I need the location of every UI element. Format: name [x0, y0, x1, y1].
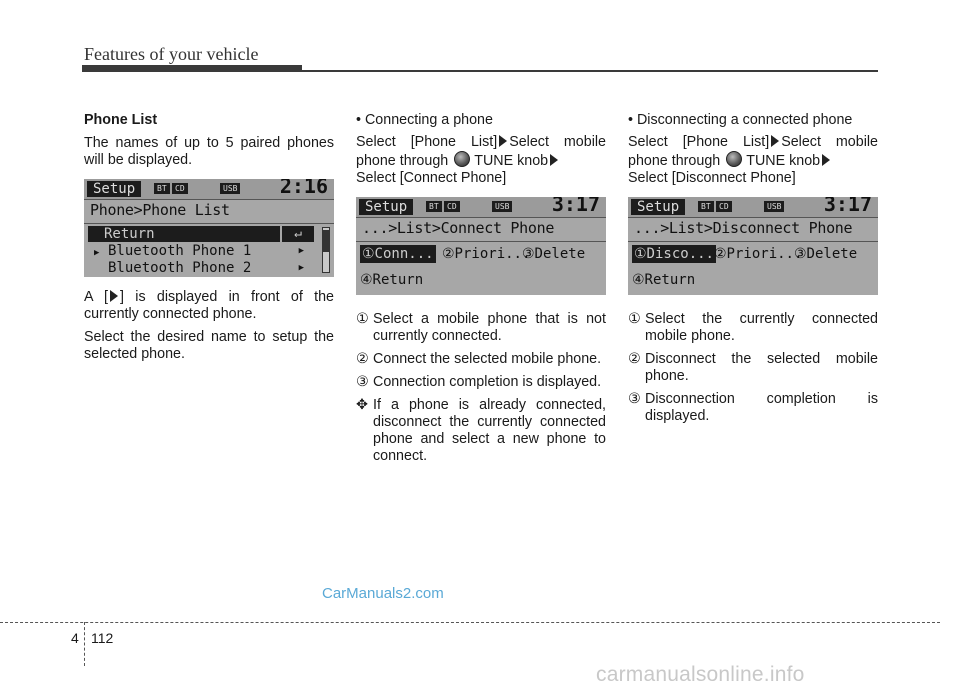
footer-divider [0, 622, 940, 623]
bullet-heading: • Connecting a phone [356, 112, 493, 128]
page-number: 112 [91, 630, 114, 646]
section-heading: Phone List [84, 112, 158, 128]
screen-path: Phone>Phone List [90, 201, 230, 219]
footer-vertical-divider [84, 622, 85, 666]
header-rule-thick [82, 65, 302, 72]
header-rule-thin [300, 70, 878, 72]
arrow-icon [550, 154, 558, 166]
connect-option[interactable]: ①Conn... [362, 246, 434, 262]
watermark-carmanualsonline[interactable]: carmanualsonline.info [596, 663, 805, 686]
usb-icon: USB [764, 201, 784, 212]
chevron-right-icon: ▶ [298, 263, 304, 273]
setup-tag: Setup [631, 199, 685, 215]
list-item[interactable] [94, 260, 304, 276]
list-item[interactable] [94, 243, 304, 261]
delete-option[interactable]: ③Delete [794, 246, 858, 262]
disconnect-option[interactable]: ①Disco... [634, 246, 714, 262]
bluetooth-icon: BT [154, 183, 170, 194]
screen-status-bar [356, 197, 606, 218]
scrollbar-thumb[interactable] [323, 230, 329, 252]
instruction-text: Select [Phone List] Select mobile phone through TUNE knob Select [Connect Phone] [356, 134, 606, 186]
step-1: ① Select a mobile phone that is not currently connected. [356, 311, 606, 344]
column-disconnect-phone [628, 112, 878, 431]
scrollbar[interactable] [322, 227, 330, 273]
step-3: ③ Disconnection completion is displayed. [628, 391, 878, 424]
screen-divider [84, 223, 334, 224]
clock: 3:17 [823, 197, 872, 216]
setup-tag: Setup [359, 199, 413, 215]
chapter-number: 4 [71, 630, 79, 646]
play-marker-icon [110, 290, 118, 302]
step-2: ② Connect the selected mobile phone. [356, 351, 602, 367]
delete-option[interactable]: ③Delete [522, 246, 586, 262]
watermark-carmanuals2[interactable]: CarManuals2.com [322, 585, 444, 602]
step-1: ① Select the currently connected mobile phone. [628, 311, 878, 344]
connected-marker-icon: ▶ [94, 248, 100, 258]
clock: 3:17 [551, 197, 600, 216]
cd-icon: CD [716, 201, 732, 212]
note: ✥ If a phone is already connected, disconnect the currently connected phone and select a new phone to connect. [356, 397, 606, 464]
setup-tag: Setup [87, 181, 141, 197]
column-phone-list [84, 112, 334, 369]
marker-description: A [ ] is displayed in front of the currently connected phone. [84, 289, 334, 322]
tune-knob-icon [726, 151, 742, 167]
screen-path: ...>List>Disconnect Phone [634, 219, 853, 237]
screen-status-bar [628, 197, 878, 218]
step-2: ② Disconnect the selected mobile phone. [628, 351, 878, 384]
bluetooth-icon: BT [426, 201, 442, 212]
return-option[interactable]: ④Return [632, 272, 696, 288]
screen-status-bar [84, 179, 334, 200]
usb-icon: USB [492, 201, 512, 212]
intro-text: The names of up to 5 paired phones will be displayed. [84, 135, 334, 168]
column-connect-phone [356, 112, 606, 465]
chevron-right-icon: ▶ [298, 246, 304, 256]
tune-knob-icon [454, 151, 470, 167]
arrow-icon [499, 135, 507, 147]
screen-divider [628, 241, 878, 242]
return-option[interactable]: ④Return [360, 272, 424, 288]
instruction-text: Select [Phone List] Select mobile phone through TUNE knob Select [Disconnect Phone] [628, 134, 878, 186]
list-item-label: Bluetooth Phone 1 [108, 243, 252, 259]
cd-icon: CD [444, 201, 460, 212]
step-3: ③ Connection completion is displayed. [356, 374, 602, 390]
arrow-icon [771, 135, 779, 147]
connect-phone-screen [356, 197, 606, 295]
return-item[interactable]: Return [88, 226, 280, 242]
usb-icon: USB [220, 183, 240, 194]
phone-list-screen [84, 179, 334, 277]
outro-text: Select the desired name to setup the selected phone. [84, 329, 334, 362]
priority-option[interactable]: ②Priori... [442, 246, 531, 262]
bullet-heading: • Disconnecting a connected phone [628, 112, 853, 128]
list-item-label: Bluetooth Phone 2 [108, 260, 252, 276]
priority-option[interactable]: ②Priori... [714, 246, 803, 262]
screen-divider [356, 241, 606, 242]
bluetooth-icon: BT [698, 201, 714, 212]
cd-icon: CD [172, 183, 188, 194]
disconnect-phone-screen [628, 197, 878, 295]
page-header-title: Features of your vehicle [84, 44, 259, 64]
arrow-icon [822, 154, 830, 166]
clock: 2:16 [279, 179, 328, 198]
screen-path: ...>List>Connect Phone [362, 219, 555, 237]
back-icon[interactable]: ↵ [282, 226, 314, 242]
